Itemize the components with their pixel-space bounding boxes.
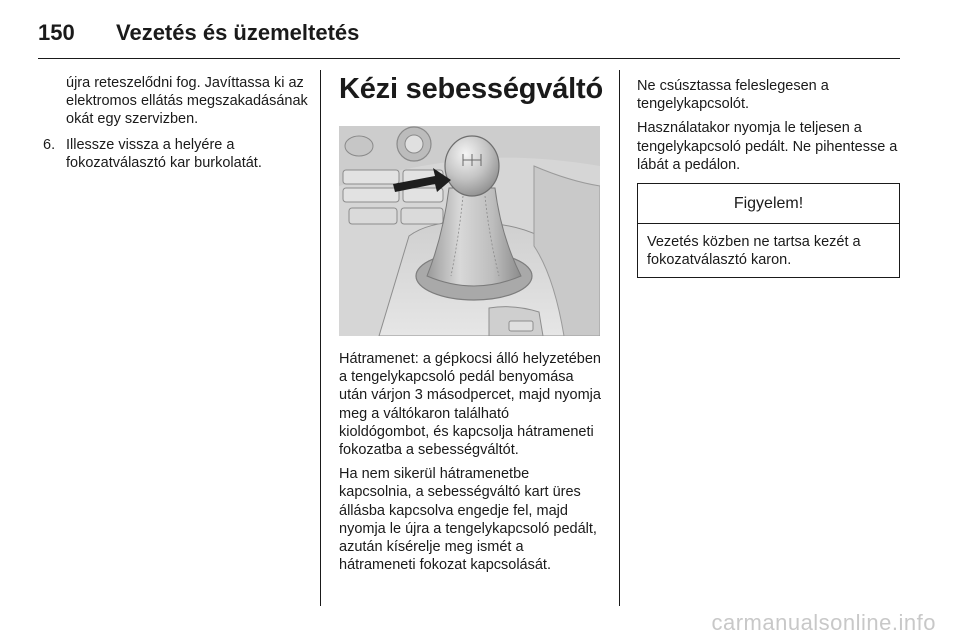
warning-title: Figyelem! <box>638 184 899 224</box>
gear-shift-lever-illustration <box>339 126 600 336</box>
reverse-gear-paragraph: Hátramenet: a gépkocsi álló helyzetében a tengelykapcsoló pedál benyomása után várjon 3 másodpercet, majd nyomja meg a váltókaron található kioldógombot, és kapcsolja hátrameneti fokozatba a sebességváltót. <box>339 351 601 459</box>
column-middle <box>339 72 603 574</box>
manual-transmission-heading: Kézi sebességváltó <box>339 73 603 105</box>
continuation-text: újra reteszelődni fog. Javíttassa ki az elektromos ellátás megszakadásának okát egy szervizben. <box>66 75 308 128</box>
page-header <box>38 18 900 58</box>
watermark: carmanualsonline.info <box>711 610 936 635</box>
warning-text: Vezetés közben ne tartsa kezét a fokozatválasztó karon. <box>647 234 861 269</box>
header-divider <box>38 58 900 59</box>
clutch-slip-paragraph: Ne csúsztassa feleslegesen a tengelykapcsolót. <box>637 78 829 113</box>
section-title: Vezetés és üzemeltetés <box>116 20 360 45</box>
clutch-usage-paragraph: Használatakor nyomja le teljesen a tengelykapcsoló pedált. Ne pihentesse a lábát a pedálon. <box>637 120 898 173</box>
page-number: 150 <box>38 20 75 45</box>
column-divider-right <box>619 70 620 606</box>
warning-box <box>637 183 900 278</box>
reverse-retry-paragraph: Ha nem sikerül hátramenetbe kapcsolnia, a sebességváltó kart üres állásba kapcsolva engedje fel, majd nyomja le újra a tengelykapcsoló pedált, azután kísérelje meg ismét a hátrameneti fokozat kapcsolását. <box>339 466 597 574</box>
column-divider-left <box>320 70 321 606</box>
list-item <box>38 136 310 172</box>
list-item-text: Illessze vissza a helyére a fokozatválasztó kar burkolatát. <box>66 136 262 171</box>
column-left <box>38 74 310 172</box>
column-right <box>637 77 901 278</box>
list-item-number: 6. <box>43 136 56 153</box>
